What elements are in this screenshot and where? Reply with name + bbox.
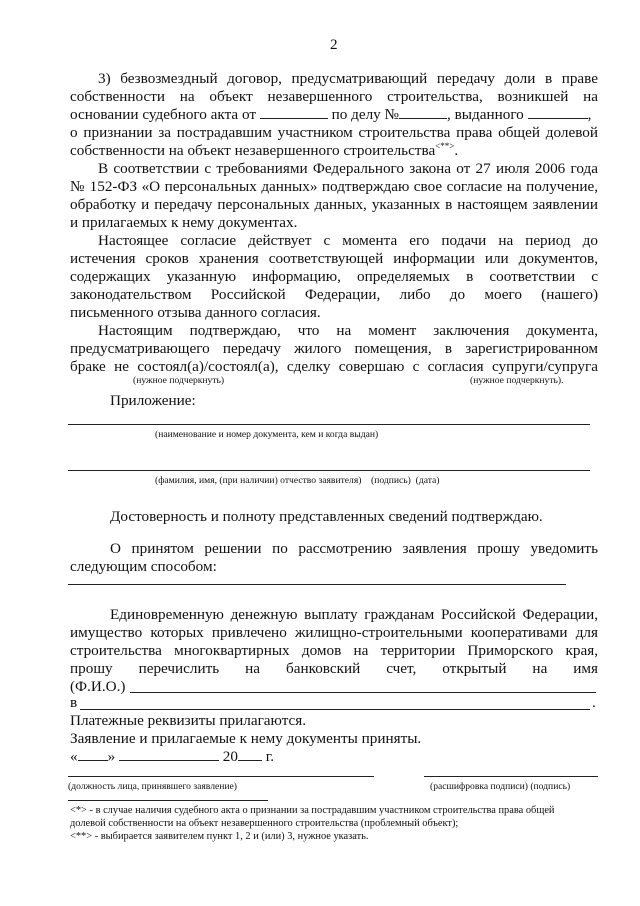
footnote-2: <**> - выбирается заявителем пункт 1, 2 и (или) 3, нужное указать. [70, 831, 369, 842]
notify-line-2: следующим способом: [70, 558, 217, 575]
consent-line-1: Настоящее согласие действует с момента его подачи на период до [98, 232, 598, 249]
accepted-text: Заявление и прилагаемые к нему документы приняты. [70, 730, 422, 747]
date-year-field[interactable] [238, 748, 262, 761]
confirm-text: Достоверность и полноту представленных сведений подтверждаю. [110, 508, 543, 525]
payment-line-3: строительства многоквартирных домов на территории Приморского края, [70, 642, 598, 659]
fio-label: (Ф.И.О.) [70, 678, 126, 695]
consent-line-4: законодательством Российской Федерации, либо до моего (нашего) [70, 286, 598, 303]
applicant-caption: (фамилия, имя, (при наличии) отчество заявителя) (подпись) (дата) [155, 475, 440, 486]
bank-in-label: в [70, 694, 78, 711]
applicant-signature-field[interactable] [68, 470, 590, 471]
footnote-1-line-1: <*> - в случае наличия судебного акта о признании за пострадавшим участником строительства права общей [70, 805, 555, 816]
requisites-text: Платежные реквизиты прилагаются. [70, 712, 307, 729]
case-number-field[interactable] [399, 106, 447, 119]
official-caption: (должность лица, принявшего заявление) [68, 781, 237, 792]
issued-by-field[interactable] [528, 106, 588, 119]
document-caption: (наименование и номер документа, кем и когда выдан) [155, 429, 379, 440]
footnote-1-line-2: долевой собственности на объект незавершенного строительства (проблемный объект); [70, 818, 459, 829]
appendix-label: Приложение: [110, 392, 196, 409]
item-3-line-2: собственности на объект незавершенного строительства, возникшей на [70, 88, 598, 105]
marriage-line-1: Настоящим подтверждаю, что на момент заключения документа, [98, 322, 598, 339]
marriage-line-3: браке не состоял(а)/состоял(а), сделку совершаю с согласия супруги/супруга [70, 358, 598, 375]
court-act-label: основании судебного акта от [70, 106, 256, 123]
item-3-line-1: 3) безвозмездный договор, предусматривающий передачу доли в праве [98, 70, 598, 87]
personal-line-4: и прилагаемых к нему документах. [70, 214, 298, 231]
consent-line-2: истечения сроков хранения соответствующей информации или документов, [70, 250, 598, 267]
signature-caption: (расшифровка подписи) (подпись) [430, 781, 571, 792]
issued-label: , выданного [447, 106, 524, 123]
signature-field[interactable] [424, 776, 598, 777]
footnote-mark-2: <**> [435, 140, 455, 151]
underline-hint-right: (нужное подчеркнуть). [470, 375, 564, 386]
case-number-label: по делу № [331, 106, 400, 123]
item-3-line-4: о признании за пострадавшим участником строительства права общей долевой [70, 124, 598, 141]
marriage-line-2: предусматривающего передачу жилого помещения, в зарегистрированном [70, 340, 598, 357]
payment-line-1: Единовременную денежную выплату гражданам Российской Федерации, [110, 606, 598, 623]
appendix-document-field[interactable] [68, 424, 590, 425]
payment-line-4: прошу перечислить на банковский счет, открытый на имя [70, 660, 598, 677]
date-line: « » 20 г. [70, 748, 275, 765]
fio-field[interactable] [130, 692, 596, 693]
footnote-divider [68, 800, 268, 801]
payment-line-2: имущество которых привлечено жилищно-строительными кооперативами для [70, 624, 598, 641]
personal-line-1: В соответствии с требованиями Федерального закона от 27 июля 2006 года [98, 160, 598, 177]
consent-line-5: письменного отзыва данного согласия. [70, 304, 321, 321]
personal-line-3: обработку и передачу персональных данных, указанных в настоящем заявлении [70, 196, 598, 213]
court-act-date-field[interactable] [260, 106, 328, 119]
notify-line-1: О принятом решении по рассмотрению заявления прошу уведомить [110, 540, 598, 557]
date-day-field[interactable] [78, 748, 108, 761]
personal-line-2: № 152-ФЗ «О персональных данных» подтверждаю свое согласие на получение, [70, 178, 598, 195]
item-3-line-3: основании судебного акта от по делу № , выданного , [70, 106, 592, 123]
date-month-field[interactable] [119, 748, 219, 761]
bank-name-field[interactable] [80, 709, 590, 710]
consent-line-3: содержащих указанную информацию, определяемых в соответствии с [70, 268, 598, 285]
item-3-line-5: собственности на объект незавершенного строительства<**>. [70, 140, 459, 159]
underline-hint-left: (нужное подчеркнуть) [133, 375, 225, 386]
notify-method-field[interactable] [68, 584, 566, 585]
bank-period: . [592, 694, 596, 711]
page-number: 2 [330, 36, 338, 53]
official-position-field[interactable] [68, 776, 374, 777]
